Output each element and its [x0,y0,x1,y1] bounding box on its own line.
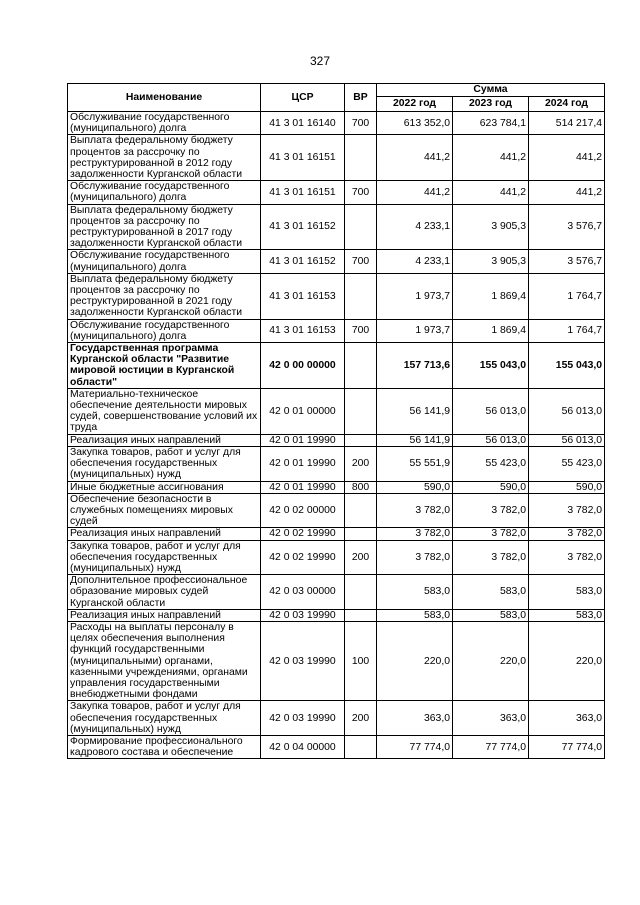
row-sum-2022: 4 233,1 [377,204,453,250]
row-sum-2024: 1 764,7 [529,273,605,319]
row-csr: 42 0 01 19990 [261,446,345,481]
row-sum-2024: 363,0 [529,701,605,736]
header-vr: ВР [345,84,377,112]
row-sum-2023: 583,0 [453,609,529,621]
row-name: Закупка товаров, работ и услуг для обеспечения государственных (муниципальных) нужд [68,540,261,575]
row-csr: 42 0 02 00000 [261,493,345,528]
row-name: Реализация иных направлений [68,434,261,446]
row-sum-2023: 56 013,0 [453,388,529,434]
row-sum-2024: 77 774,0 [529,735,605,758]
row-sum-2022: 583,0 [377,609,453,621]
row-sum-2023: 441,2 [453,135,529,181]
row-csr: 41 3 01 16151 [261,181,345,204]
row-csr: 42 0 03 19990 [261,701,345,736]
row-vr [345,434,377,446]
row-sum-2022: 55 551,9 [377,446,453,481]
row-sum-2022: 3 782,0 [377,540,453,575]
table-row [68,204,605,250]
row-sum-2023: 1 869,4 [453,319,529,342]
row-vr: 700 [345,319,377,342]
row-csr: 42 0 01 00000 [261,388,345,434]
row-sum-2024: 3 782,0 [529,540,605,575]
row-vr [345,575,377,610]
row-csr: 42 0 01 19990 [261,481,345,493]
row-vr: 700 [345,250,377,273]
row-name: Обеспечение безопасности в служебных помещениях мировых судей [68,493,261,528]
row-vr [345,528,377,540]
row-sum-2023: 3 905,3 [453,204,529,250]
row-vr: 200 [345,701,377,736]
row-sum-2023: 55 423,0 [453,446,529,481]
table-row [68,575,605,610]
table-row [68,609,605,621]
row-vr: 700 [345,181,377,204]
row-sum-2024: 583,0 [529,575,605,610]
row-sum-2024: 56 013,0 [529,434,605,446]
row-name: Материально-техническое обеспечение деятельности мировых судей, совершенствование условий их труда [68,388,261,434]
row-csr: 41 3 01 16153 [261,273,345,319]
header-year-2024: 2024 год [529,97,605,112]
row-sum-2022: 4 233,1 [377,250,453,273]
table-row [68,493,605,528]
row-sum-2022: 3 782,0 [377,528,453,540]
row-sum-2023: 1 869,4 [453,273,529,319]
row-name: Закупка товаров, работ и услуг для обеспечения государственных (муниципальных) нужд [68,701,261,736]
row-sum-2022: 1 973,7 [377,273,453,319]
row-name: Обслуживание государственного (муниципального) долга [68,181,261,204]
row-csr: 42 0 02 19990 [261,540,345,575]
table-row [68,273,605,319]
row-csr: 42 0 01 19990 [261,434,345,446]
table-row [68,181,605,204]
row-vr [345,735,377,758]
table-row [68,540,605,575]
row-vr: 700 [345,112,377,135]
row-vr [345,204,377,250]
row-name: Выплата федеральному бюджету процентов за рассрочку по реструктурированной в 2017 году задолженности Курганской области [68,204,261,250]
row-sum-2024: 1 764,7 [529,319,605,342]
row-vr [345,343,377,389]
row-sum-2023: 3 905,3 [453,250,529,273]
row-sum-2024: 3 782,0 [529,493,605,528]
row-sum-2023: 441,2 [453,181,529,204]
row-sum-2024: 55 423,0 [529,446,605,481]
row-sum-2022: 363,0 [377,701,453,736]
row-csr: 41 3 01 16151 [261,135,345,181]
row-csr: 42 0 03 19990 [261,621,345,700]
table-row [68,481,605,493]
row-vr [345,135,377,181]
table-row [68,112,605,135]
row-csr: 41 3 01 16140 [261,112,345,135]
row-sum-2024: 3 576,7 [529,204,605,250]
row-name: Расходы на выплаты персоналу в целях обеспечения выполнения функций государственными (муниципальными) органами, казенными учреждениями, органами управления государственными внебюджетными фондами [68,621,261,700]
row-sum-2023: 623 784,1 [453,112,529,135]
table-row [68,735,605,758]
row-vr: 800 [345,481,377,493]
row-sum-2022: 1 973,7 [377,319,453,342]
row-sum-2023: 3 782,0 [453,493,529,528]
row-sum-2022: 56 141,9 [377,388,453,434]
row-sum-2024: 155 043,0 [529,343,605,389]
table-body [68,112,605,759]
row-csr: 42 0 03 00000 [261,575,345,610]
row-vr [345,273,377,319]
table-row [68,701,605,736]
table-row [68,528,605,540]
budget-table [67,83,605,759]
row-sum-2023: 77 774,0 [453,735,529,758]
row-name: Дополнительное профессиональное образование мировых судей Курганской области [68,575,261,610]
row-sum-2023: 363,0 [453,701,529,736]
row-sum-2023: 583,0 [453,575,529,610]
table-row [68,621,605,700]
row-sum-2022: 56 141,9 [377,434,453,446]
row-name: Выплата федеральному бюджету процентов за рассрочку по реструктурированной в 2021 году задолженности Курганской области [68,273,261,319]
table-row [68,343,605,389]
row-sum-2024: 583,0 [529,609,605,621]
row-sum-2022: 590,0 [377,481,453,493]
row-name: Государственная программа Курганской области "Развитие мировой юстиции в Курганской области" [68,343,261,389]
table-row [68,388,605,434]
row-name: Обслуживание государственного (муниципального) долга [68,112,261,135]
row-sum-2024: 56 013,0 [529,388,605,434]
header-csr: ЦСР [261,84,345,112]
row-csr: 41 3 01 16153 [261,319,345,342]
row-name: Реализация иных направлений [68,609,261,621]
row-sum-2022: 613 352,0 [377,112,453,135]
row-sum-2022: 583,0 [377,575,453,610]
header-sum: Сумма [377,84,605,97]
row-sum-2024: 590,0 [529,481,605,493]
table-row [68,250,605,273]
row-vr: 100 [345,621,377,700]
row-sum-2022: 157 713,6 [377,343,453,389]
row-sum-2023: 3 782,0 [453,540,529,575]
row-sum-2023: 590,0 [453,481,529,493]
table-row [68,446,605,481]
page-number: 327 [309,54,331,68]
row-vr [345,388,377,434]
row-sum-2022: 441,2 [377,181,453,204]
row-sum-2024: 441,2 [529,135,605,181]
row-name: Обслуживание государственного (муниципального) долга [68,319,261,342]
row-sum-2023: 56 013,0 [453,434,529,446]
row-sum-2022: 441,2 [377,135,453,181]
row-csr: 41 3 01 16152 [261,204,345,250]
row-sum-2023: 155 043,0 [453,343,529,389]
row-sum-2022: 77 774,0 [377,735,453,758]
row-csr: 42 0 04 00000 [261,735,345,758]
row-name: Реализация иных направлений [68,528,261,540]
row-csr: 42 0 00 00000 [261,343,345,389]
row-name: Выплата федеральному бюджету процентов за рассрочку по реструктурированной в 2012 году задолженности Курганской области [68,135,261,181]
row-name: Закупка товаров, работ и услуг для обеспечения государственных (муниципальных) нужд [68,446,261,481]
table-row [68,135,605,181]
header-year-2023: 2023 год [453,97,529,112]
table-row [68,319,605,342]
row-vr: 200 [345,446,377,481]
row-name: Обслуживание государственного (муниципального) долга [68,250,261,273]
row-sum-2023: 3 782,0 [453,528,529,540]
header-year-2022: 2022 год [377,97,453,112]
row-sum-2022: 220,0 [377,621,453,700]
row-sum-2023: 220,0 [453,621,529,700]
row-csr: 42 0 03 19990 [261,609,345,621]
row-sum-2024: 3 576,7 [529,250,605,273]
row-sum-2022: 3 782,0 [377,493,453,528]
table-row [68,434,605,446]
row-csr: 41 3 01 16152 [261,250,345,273]
header-name: Наименование [68,84,261,112]
row-name: Иные бюджетные ассигнования [68,481,261,493]
row-sum-2024: 3 782,0 [529,528,605,540]
row-sum-2024: 220,0 [529,621,605,700]
row-sum-2024: 514 217,4 [529,112,605,135]
row-name: Формирование профессионального кадрового состава и обеспечение [68,735,261,758]
row-vr [345,493,377,528]
row-csr: 42 0 02 19990 [261,528,345,540]
row-vr: 200 [345,540,377,575]
row-vr [345,609,377,621]
row-sum-2024: 441,2 [529,181,605,204]
